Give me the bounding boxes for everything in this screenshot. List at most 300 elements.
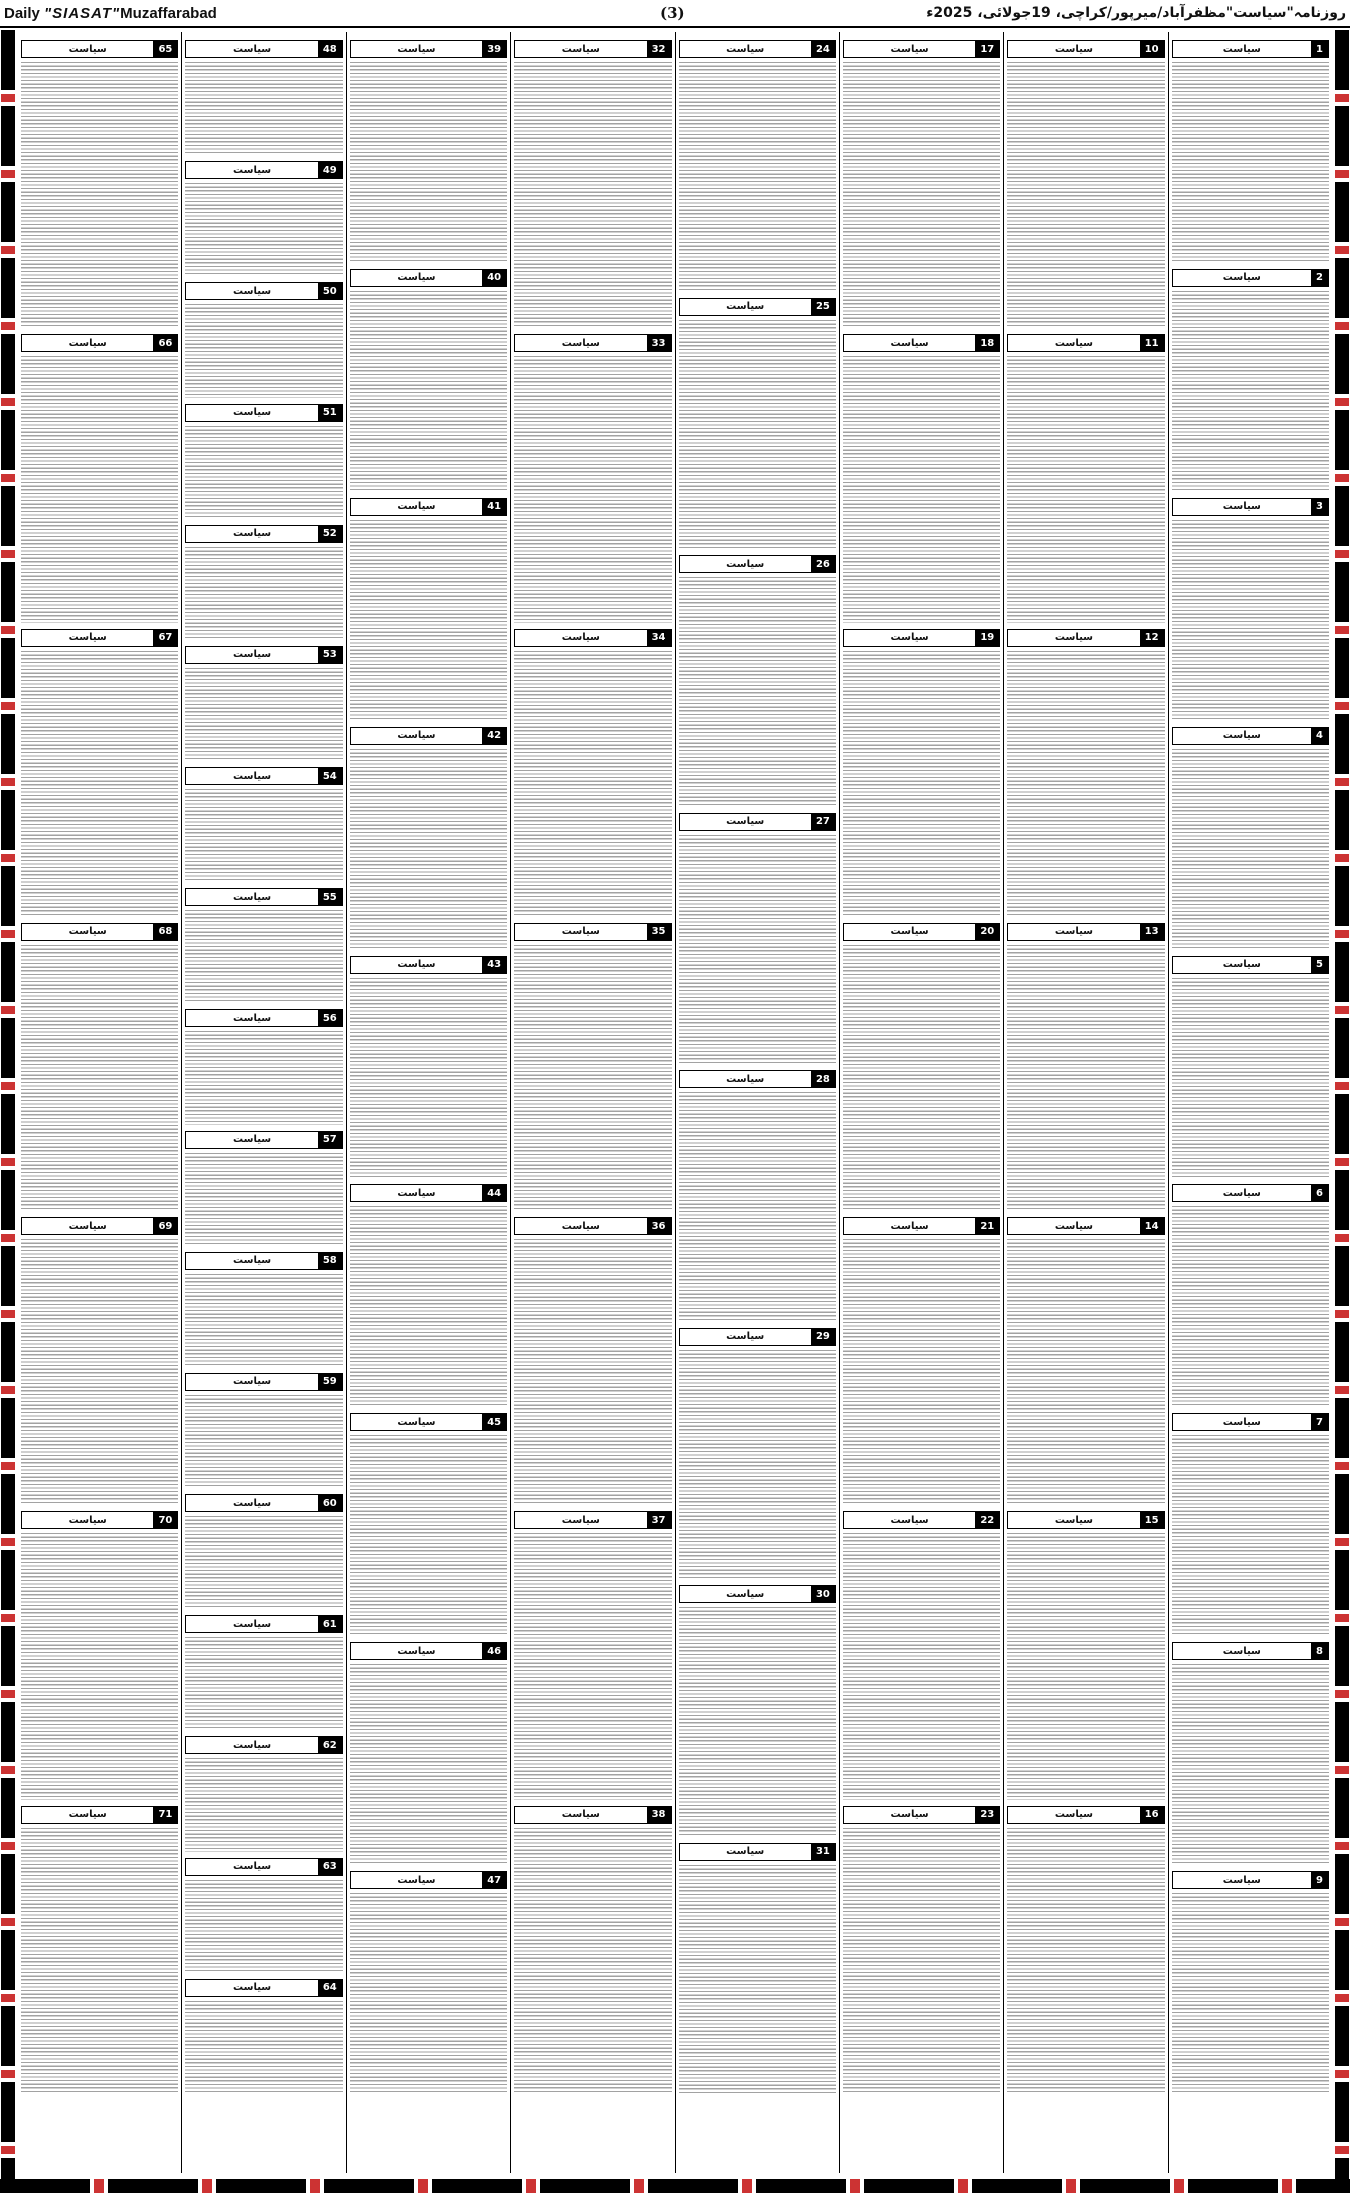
item-number: 67 <box>153 630 177 646</box>
item-body <box>1172 1664 1329 1865</box>
item-body <box>679 320 836 550</box>
item-body <box>1007 1828 1164 2094</box>
item-number: 52 <box>318 526 342 542</box>
item-heading <box>350 956 507 974</box>
item-number: 9 <box>1311 1872 1328 1888</box>
item-tag: سیاست <box>1222 1416 1261 1428</box>
item-number: 51 <box>318 405 342 421</box>
item-body <box>1172 749 1329 950</box>
item-tag: سیاست <box>561 1514 600 1526</box>
item-body <box>350 520 507 721</box>
item-heading <box>21 1511 178 1529</box>
item-body <box>185 1031 342 1124</box>
item-heading <box>1172 40 1329 58</box>
item-tag: سیاست <box>1054 632 1094 644</box>
item-tag: سیاست <box>1054 1514 1094 1526</box>
item-number: 64 <box>318 1980 342 1996</box>
item-body <box>185 789 342 882</box>
right-border-strip <box>1335 30 1349 2183</box>
item-heading <box>1172 498 1329 516</box>
item-number: 24 <box>811 41 835 57</box>
item-number: 7 <box>1311 1414 1328 1430</box>
item-body <box>185 1516 342 1609</box>
newspaper-column <box>1168 32 1332 2173</box>
item-heading <box>350 40 507 58</box>
item-tag: سیاست <box>726 816 765 827</box>
item-heading <box>21 629 178 647</box>
item-tag: سیاست <box>397 1416 436 1428</box>
item-tag: سیاست <box>890 1514 929 1526</box>
item-number: 16 <box>1140 1807 1164 1823</box>
item-heading <box>843 40 1000 58</box>
item-number: 22 <box>975 1512 999 1528</box>
item-number: 12 <box>1140 630 1164 646</box>
item-number: 37 <box>647 1512 671 1528</box>
item-tag: سیاست <box>890 1809 929 1821</box>
item-tag: سیاست <box>397 959 436 970</box>
item-body <box>1007 651 1164 917</box>
item-body <box>1172 1435 1329 1636</box>
item-tag: سیاست <box>1054 337 1094 349</box>
item-heading <box>1172 1642 1329 1660</box>
item-body <box>21 62 178 328</box>
item-heading <box>1007 40 1164 58</box>
item-body <box>1007 945 1164 1211</box>
item-body <box>1007 356 1164 622</box>
item-body <box>185 1637 342 1730</box>
item-body <box>679 1350 836 1580</box>
item-number: 44 <box>482 1185 506 1201</box>
item-tag: سیاست <box>397 1187 436 1199</box>
item-tag: سیاست <box>1054 1220 1094 1232</box>
item-body <box>843 1533 1000 1799</box>
item-body <box>21 1239 178 1505</box>
item-number: 53 <box>318 647 342 663</box>
masthead-city: Muzaffarabad <box>120 4 217 22</box>
item-heading <box>843 334 1000 352</box>
item-number: 20 <box>975 924 999 940</box>
item-heading <box>350 727 507 745</box>
item-body <box>21 651 178 917</box>
item-heading <box>185 404 342 422</box>
item-number: 36 <box>647 1218 671 1234</box>
item-tag: سیاست <box>726 1331 765 1342</box>
item-heading <box>843 923 1000 941</box>
item-heading <box>679 1328 836 1346</box>
item-heading <box>514 1511 671 1529</box>
item-heading <box>185 1252 342 1270</box>
item-number: 32 <box>647 41 671 57</box>
item-heading <box>843 1511 1000 1529</box>
item-heading <box>679 555 836 573</box>
item-tag: سیاست <box>726 1846 765 1857</box>
item-tag: سیاست <box>1054 1809 1094 1821</box>
item-body <box>185 304 342 397</box>
item-tag: سیاست <box>233 528 272 540</box>
item-number: 1 <box>1311 41 1328 57</box>
item-body <box>350 1206 507 1407</box>
item-body <box>679 1865 836 2095</box>
item-number: 65 <box>153 41 177 57</box>
item-tag: سیاست <box>233 1134 272 1146</box>
item-heading <box>185 525 342 543</box>
item-number: 14 <box>1140 1218 1164 1234</box>
item-body <box>350 978 507 1179</box>
item-number: 19 <box>975 630 999 646</box>
item-tag: سیاست <box>233 1255 272 1267</box>
item-tag: سیاست <box>561 632 600 644</box>
item-number: 58 <box>318 1253 342 1269</box>
item-tag: سیاست <box>1054 926 1094 938</box>
item-heading <box>185 888 342 906</box>
item-heading <box>843 1806 1000 1824</box>
masthead-brand: "SIASAT" <box>44 4 121 22</box>
item-tag: سیاست <box>890 43 929 55</box>
item-body <box>843 945 1000 1211</box>
item-tag: سیاست <box>68 1514 107 1526</box>
item-tag: سیاست <box>233 1618 272 1630</box>
item-body <box>185 910 342 1003</box>
item-tag: سیاست <box>726 1588 765 1600</box>
item-heading <box>514 629 671 647</box>
item-body <box>679 62 836 292</box>
newspaper-column <box>510 32 674 2173</box>
item-number: 46 <box>482 1643 506 1659</box>
item-tag: سیاست <box>397 730 436 742</box>
item-heading <box>21 40 178 58</box>
item-number: 11 <box>1140 335 1164 351</box>
item-number: 60 <box>318 1495 342 1511</box>
item-body <box>843 1828 1000 2094</box>
item-number: 48 <box>318 41 342 57</box>
item-number: 6 <box>1311 1185 1328 1201</box>
item-number: 47 <box>482 1872 506 1888</box>
item-number: 54 <box>318 768 342 784</box>
item-body <box>185 62 342 155</box>
item-body <box>185 1274 342 1367</box>
masthead-daily: Daily <box>4 4 45 22</box>
item-number: 38 <box>647 1807 671 1823</box>
item-heading <box>1172 1184 1329 1202</box>
item-tag: سیاست <box>233 1861 272 1873</box>
item-body <box>185 1880 342 1973</box>
item-tag: سیاست <box>1222 43 1261 55</box>
item-body <box>1007 1533 1164 1799</box>
item-body <box>350 749 507 950</box>
item-tag: سیاست <box>726 1073 765 1085</box>
item-heading <box>185 40 342 58</box>
item-tag: سیاست <box>233 1982 272 1994</box>
item-body <box>843 356 1000 622</box>
item-tag: سیاست <box>233 407 272 419</box>
item-tag: سیاست <box>1222 272 1261 284</box>
page-number: (3) <box>660 4 685 22</box>
newspaper-column <box>18 32 181 2173</box>
item-tag: سیاست <box>68 1220 107 1232</box>
item-number: 35 <box>647 924 671 940</box>
item-number: 10 <box>1140 41 1164 57</box>
item-heading <box>679 813 836 831</box>
item-number: 4 <box>1311 728 1328 744</box>
item-heading <box>679 1843 836 1861</box>
item-body <box>350 291 507 492</box>
item-heading <box>350 1413 507 1431</box>
masthead <box>0 0 1350 28</box>
item-number: 57 <box>318 1132 342 1148</box>
item-heading <box>185 646 342 664</box>
item-heading <box>514 1806 671 1824</box>
item-body <box>21 1533 178 1799</box>
item-heading <box>350 1184 507 1202</box>
item-heading <box>843 1217 1000 1235</box>
newspaper-column <box>675 32 839 2173</box>
item-tag: سیاست <box>233 891 272 903</box>
item-tag: سیاست <box>561 1220 600 1232</box>
item-body <box>514 945 671 1211</box>
item-number: 63 <box>318 1859 342 1875</box>
item-tag: سیاست <box>397 1645 436 1657</box>
item-heading <box>1007 629 1164 647</box>
item-number: 29 <box>811 1329 835 1345</box>
item-tag: سیاست <box>561 1809 600 1821</box>
item-tag: سیاست <box>397 501 436 513</box>
item-heading <box>21 923 178 941</box>
item-heading <box>350 269 507 287</box>
item-tag: سیاست <box>233 43 272 55</box>
item-body <box>514 1239 671 1505</box>
item-heading <box>1172 956 1329 974</box>
item-number: 50 <box>318 283 342 299</box>
item-number: 2 <box>1311 270 1328 286</box>
item-body <box>514 62 671 328</box>
newspaper-column <box>1003 32 1167 2173</box>
item-heading <box>185 1131 342 1149</box>
item-number: 5 <box>1311 957 1328 973</box>
item-number: 59 <box>318 1374 342 1390</box>
item-tag: سیاست <box>726 558 765 570</box>
item-body <box>185 2001 342 2094</box>
item-body <box>1172 291 1329 492</box>
item-heading <box>21 1217 178 1235</box>
item-heading <box>350 1642 507 1660</box>
item-number: 45 <box>482 1414 506 1430</box>
newspaper-column <box>181 32 345 2173</box>
item-heading <box>843 629 1000 647</box>
item-tag: سیاست <box>1222 501 1261 513</box>
item-number: 71 <box>153 1807 177 1823</box>
item-number: 25 <box>811 299 835 315</box>
item-tag: سیاست <box>68 337 107 349</box>
item-heading <box>185 1858 342 1876</box>
item-tag: سیاست <box>233 1497 272 1509</box>
item-body <box>514 1533 671 1799</box>
item-number: 56 <box>318 1010 342 1026</box>
item-body <box>21 1828 178 2094</box>
item-body <box>350 1893 507 2094</box>
item-number: 43 <box>482 957 506 973</box>
item-body <box>514 1828 671 2094</box>
item-heading <box>679 1070 836 1088</box>
item-number: 15 <box>1140 1512 1164 1528</box>
item-number: 55 <box>318 889 342 905</box>
item-tag: سیاست <box>1222 959 1261 970</box>
item-body <box>679 835 836 1065</box>
item-body <box>21 356 178 622</box>
item-heading <box>1007 1806 1164 1824</box>
item-number: 69 <box>153 1218 177 1234</box>
item-body <box>185 668 342 761</box>
item-heading <box>350 498 507 516</box>
item-number: 26 <box>811 556 835 572</box>
item-tag: سیاست <box>1222 1187 1261 1199</box>
item-tag: سیاست <box>1054 43 1094 55</box>
item-number: 28 <box>811 1071 835 1087</box>
item-heading <box>1007 334 1164 352</box>
item-number: 34 <box>647 630 671 646</box>
item-tag: سیاست <box>68 926 107 938</box>
item-body <box>514 651 671 917</box>
item-tag: سیاست <box>397 43 436 55</box>
item-heading <box>21 334 178 352</box>
item-number: 27 <box>811 814 835 830</box>
item-number: 68 <box>153 924 177 940</box>
item-number: 49 <box>318 162 342 178</box>
item-tag: سیاست <box>890 337 929 349</box>
item-heading <box>1007 1217 1164 1235</box>
item-heading <box>679 298 836 316</box>
item-heading <box>185 1373 342 1391</box>
item-heading <box>679 40 836 58</box>
item-body <box>843 651 1000 917</box>
item-number: 40 <box>482 270 506 286</box>
item-number: 42 <box>482 728 506 744</box>
item-tag: سیاست <box>68 43 107 55</box>
item-tag: سیاست <box>233 770 272 782</box>
item-number: 17 <box>975 41 999 57</box>
item-tag: سیاست <box>233 1012 272 1024</box>
item-tag: سیاست <box>68 1809 107 1821</box>
item-number: 13 <box>1140 924 1164 940</box>
item-heading <box>1172 727 1329 745</box>
masthead-english-title <box>4 5 217 22</box>
item-heading <box>350 1871 507 1889</box>
item-heading <box>185 1009 342 1027</box>
item-body <box>350 1664 507 1865</box>
item-heading <box>185 767 342 785</box>
item-body <box>185 1758 342 1851</box>
item-heading <box>185 282 342 300</box>
item-heading <box>514 1217 671 1235</box>
item-heading <box>514 334 671 352</box>
item-heading <box>514 923 671 941</box>
item-tag: سیاست <box>1222 1874 1261 1886</box>
item-tag: سیاست <box>68 632 107 644</box>
item-number: 62 <box>318 1737 342 1753</box>
item-body <box>1007 62 1164 328</box>
item-number: 41 <box>482 499 506 515</box>
item-heading <box>185 1615 342 1633</box>
item-body <box>185 1153 342 1246</box>
newspaper-column <box>346 32 510 2173</box>
item-body <box>1172 62 1329 263</box>
item-tag: سیاست <box>890 1220 929 1232</box>
item-body <box>1172 978 1329 1179</box>
footer-border-strip <box>0 2179 1350 2193</box>
masthead-urdu-title: روزنامہ"سیاست"مظفرآباد/میرپور/کراچی، 19جولائی، 2025ء <box>926 5 1346 21</box>
item-body <box>185 1395 342 1488</box>
item-heading <box>185 1736 342 1754</box>
item-body <box>679 577 836 807</box>
item-number: 21 <box>975 1218 999 1234</box>
item-body <box>350 62 507 263</box>
item-body <box>843 1239 1000 1505</box>
item-body <box>1172 1206 1329 1407</box>
item-heading <box>1007 1511 1164 1529</box>
item-tag: سیاست <box>233 1376 272 1388</box>
item-body <box>185 426 342 519</box>
item-body <box>350 1435 507 1636</box>
item-number: 3 <box>1311 499 1328 515</box>
item-number: 18 <box>975 335 999 351</box>
item-body <box>1172 520 1329 721</box>
item-heading <box>1007 923 1164 941</box>
item-heading <box>679 1585 836 1603</box>
item-body <box>1172 1893 1329 2094</box>
item-tag: سیاست <box>561 337 600 349</box>
item-heading <box>1172 1871 1329 1889</box>
item-body <box>21 945 178 1211</box>
item-tag: سیاست <box>890 632 929 644</box>
item-tag: سیاست <box>397 272 436 284</box>
item-tag: سیاست <box>890 926 929 938</box>
item-tag: سیاست <box>726 301 765 312</box>
item-tag: سیاست <box>561 43 600 55</box>
item-tag: سیاست <box>233 649 272 661</box>
item-number: 23 <box>975 1807 999 1823</box>
item-tag: سیاست <box>1222 730 1261 742</box>
item-heading <box>185 161 342 179</box>
item-heading <box>185 1979 342 1997</box>
item-number: 31 <box>811 1844 835 1860</box>
item-heading <box>1172 1413 1329 1431</box>
item-body <box>1007 1239 1164 1505</box>
item-heading <box>185 1494 342 1512</box>
item-heading <box>1172 269 1329 287</box>
item-tag: سیاست <box>397 1874 436 1886</box>
item-tag: سیاست <box>561 926 600 938</box>
item-number: 30 <box>811 1586 835 1602</box>
item-number: 33 <box>647 335 671 351</box>
item-body <box>514 356 671 622</box>
newspaper-column <box>839 32 1003 2173</box>
item-tag: سیاست <box>1222 1645 1261 1657</box>
item-body <box>679 1607 836 1837</box>
item-number: 8 <box>1311 1643 1328 1659</box>
item-tag: سیاست <box>233 1739 272 1751</box>
item-tag: سیاست <box>233 285 272 297</box>
item-body <box>185 183 342 276</box>
item-number: 39 <box>482 41 506 57</box>
item-body <box>185 547 342 640</box>
item-number: 66 <box>153 335 177 351</box>
item-body <box>679 1092 836 1322</box>
newspaper-columns <box>18 32 1332 2173</box>
left-border-strip <box>1 30 15 2183</box>
item-number: 61 <box>318 1616 342 1632</box>
item-number: 70 <box>153 1512 177 1528</box>
item-tag: سیاست <box>726 43 765 55</box>
item-heading <box>21 1806 178 1824</box>
